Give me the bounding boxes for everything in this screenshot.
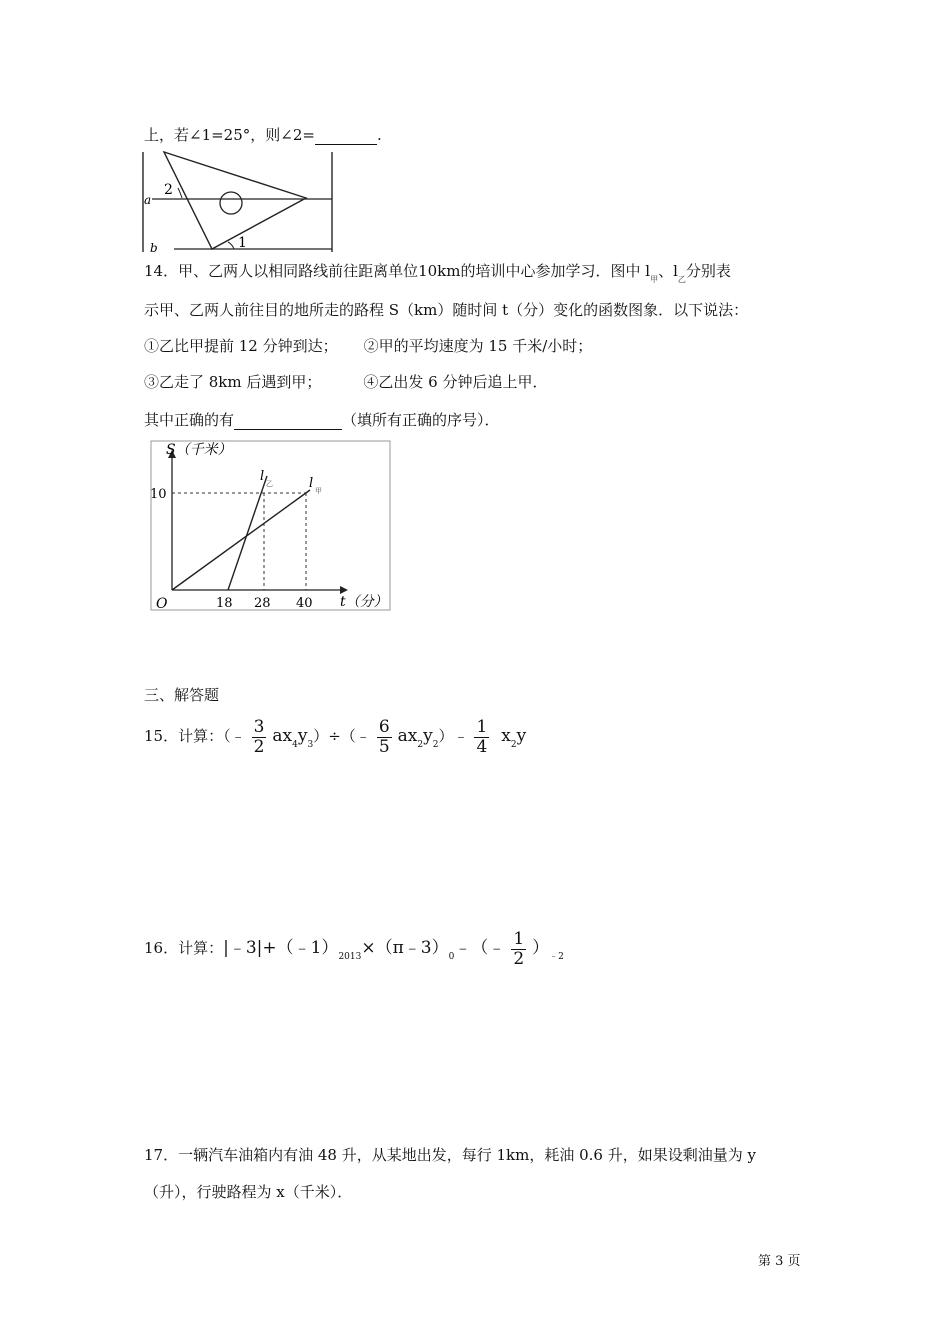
q14-options-row2: ③乙走了 8km 后遇到甲； ④乙出发 6 分钟后追上甲． bbox=[144, 373, 548, 391]
svg-text:l: l bbox=[309, 476, 314, 491]
svg-text:40: 40 bbox=[296, 596, 313, 611]
svg-text:18: 18 bbox=[216, 596, 233, 611]
fraction: $\frac{1}{2}$ bbox=[513, 928, 525, 969]
svg-text:2: 2 bbox=[164, 182, 173, 198]
fraction: $\frac{1}{4}$ bbox=[476, 716, 488, 757]
section-title: 三、解答题 bbox=[144, 686, 220, 704]
q14-line2: 示甲、乙两人前往目的地所走的路程 S（km）随时间 t（分）变化的函数图象．以下说法： bbox=[144, 301, 749, 319]
answer-blank bbox=[234, 414, 342, 430]
q14-options-row1: ①乙比甲提前 12 分钟到达； ②甲的平均速度为 15 千米/小时； bbox=[144, 337, 593, 355]
q17-line1: 17．一辆汽车油箱内有油 48 升，从某地出发，每行 1km，耗油 0.6 升，如果设剩油量为 y bbox=[144, 1146, 756, 1164]
page-number: 第 3 页 bbox=[758, 1254, 801, 1269]
svg-text:b: b bbox=[150, 241, 158, 254]
triangle bbox=[164, 152, 306, 249]
line-jia bbox=[172, 490, 310, 590]
q14-graph bbox=[150, 440, 392, 612]
svg-text:10: 10 bbox=[150, 487, 167, 502]
fraction: $\frac{3}{2}$ bbox=[253, 716, 265, 757]
svg-text:O: O bbox=[156, 596, 168, 612]
q15-expression: 15．计算：（﹣ $\frac{3}{2}$ $ax_4y_3)\div(﹣$ $\frac{6}{5}$ $ax_2y_2)﹣$ $\frac{1}{4}$ $x_2y$ bbox=[144, 716, 527, 757]
svg-text:1: 1 bbox=[238, 235, 247, 251]
svg-text:t（分）: t（分） bbox=[340, 594, 388, 610]
q16-expression: 16．计算：$|﹣3|+(﹣1)_{2013}\times(\pi﹣3)_0﹣(﹣$ $\frac{1}{2}$ ）$_{﹣2}$ bbox=[144, 928, 564, 969]
distance-time-graph bbox=[150, 440, 392, 612]
svg-text:a: a bbox=[144, 193, 152, 207]
q13-text: 上，若∠1=25°，则∠2= . bbox=[144, 126, 382, 144]
q14-question: 其中正确的有 （填所有正确的序号）． bbox=[144, 411, 500, 429]
fraction: $\frac{6}{5}$ bbox=[378, 716, 390, 757]
q14-line1: 14．甲、乙两人以相同路线前往距离单位10km的培训中心参加学习．图中 $l_甲$、$l_乙$分别表 bbox=[144, 262, 731, 284]
triangle-hole bbox=[220, 192, 242, 214]
q17-line2: （升），行驶路程为 x（千米）． bbox=[144, 1183, 353, 1201]
answer-blank bbox=[315, 129, 377, 145]
q13-figure bbox=[142, 148, 334, 254]
svg-text:l: l bbox=[260, 469, 265, 484]
svg-text:乙: 乙 bbox=[266, 480, 273, 488]
svg-text:甲: 甲 bbox=[315, 487, 322, 495]
svg-text:S（千米）: S（千米） bbox=[166, 442, 232, 458]
svg-text:28: 28 bbox=[254, 596, 271, 611]
parallel-lines-triangle-figure bbox=[142, 148, 334, 254]
